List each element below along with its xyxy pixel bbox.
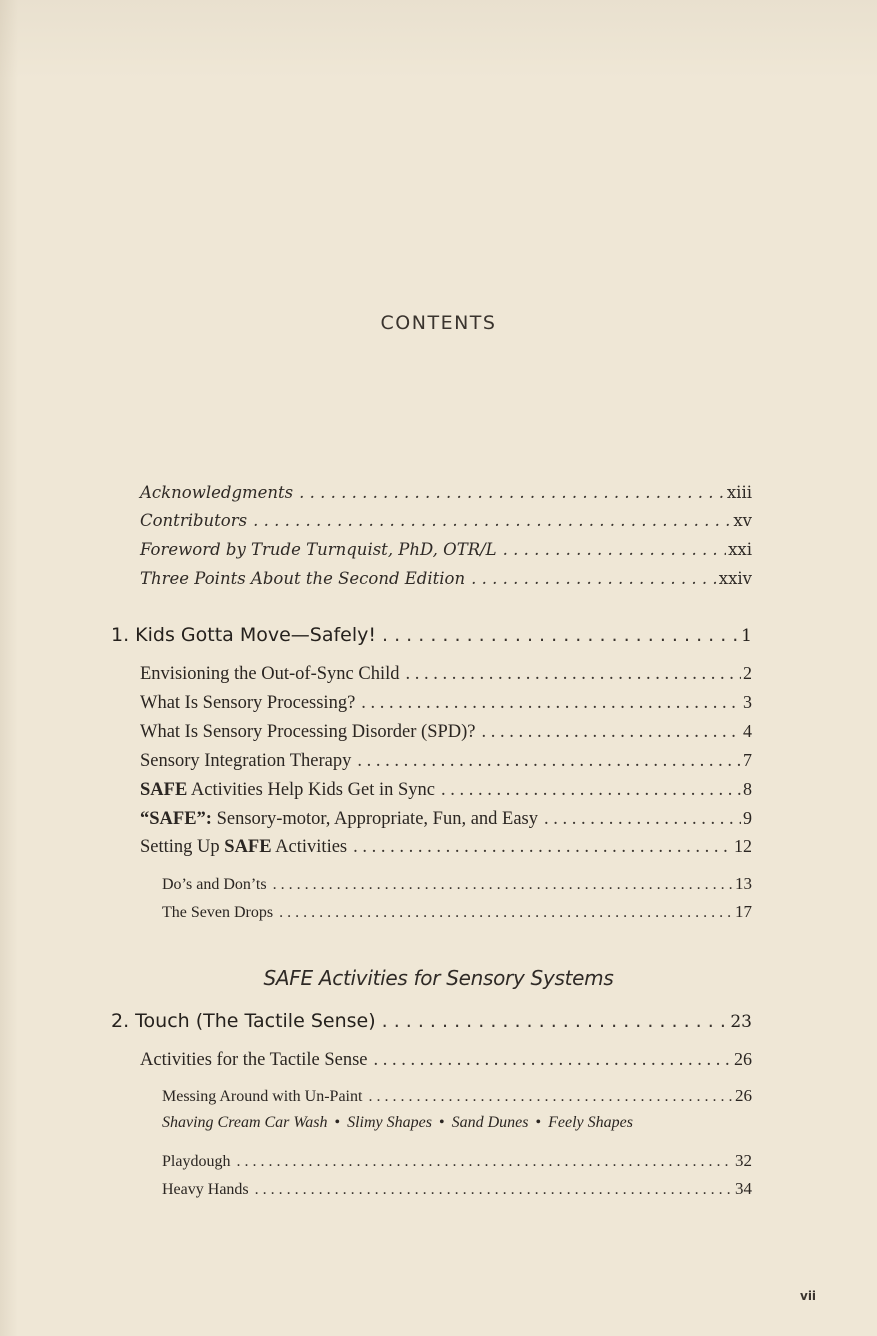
leader-dots (482, 722, 741, 743)
toc-chapter-1[interactable] (111, 624, 752, 646)
label-pre: Setting Up (140, 837, 225, 857)
leader-dots (299, 483, 725, 502)
label-rest: Activities Help Kids Get in Sync (187, 780, 435, 800)
toc-section-sensory-processing[interactable] (140, 692, 752, 714)
toc-section-page: 26 (734, 1049, 752, 1069)
activity-list (162, 1114, 752, 1132)
leader-dots (374, 1050, 733, 1071)
toc-subsection-label: Heavy Hands (162, 1181, 249, 1198)
toc-entry-three-points[interactable] (140, 569, 752, 588)
leader-dots (503, 540, 726, 559)
toc-section-label: Envisioning the Out-of-Sync Child (140, 664, 400, 684)
activity-item[interactable]: Feely Shapes (548, 1114, 633, 1131)
toc-chapter-page: 1 (741, 626, 752, 646)
toc-chapter-label: 1. Kids Gotta Move—Safely! (111, 624, 377, 646)
leader-dots (471, 569, 717, 588)
part-heading: SAFE Activities for Sensory Systems (263, 966, 614, 990)
leader-dots (544, 809, 741, 830)
leader-dots (382, 1010, 729, 1032)
toc-entry-page: xxi (728, 540, 752, 559)
leader-dots (253, 511, 731, 530)
toc-entry-label: Three Points About the Second Edition (140, 569, 466, 588)
toc-section-label: What Is Sensory Processing? (140, 693, 356, 713)
leader-dots (353, 837, 732, 858)
leader-dots (255, 1181, 733, 1199)
label-bold: SAFE (140, 780, 188, 800)
label-rest: Sensory-motor, Appropriate, Fun, and Easy (211, 809, 538, 829)
toc-subsection-label: Do’s and Don’ts (162, 876, 267, 893)
toc-subsection-page: 13 (735, 874, 752, 893)
toc-chapter-label: 2. Touch (The Tactile Sense) (111, 1010, 376, 1032)
toc-section-label (140, 780, 435, 801)
toc-section-envisioning[interactable] (140, 663, 752, 685)
toc-section-page: 7 (743, 750, 752, 770)
toc-subsection-page: 26 (735, 1086, 752, 1105)
toc-subsection-label: Messing Around with Un-Paint (162, 1088, 363, 1105)
toc-section-page: 9 (743, 808, 752, 828)
toc-section-label: Activities for the Tactile Sense (140, 1050, 368, 1070)
toc-subsection-playdough[interactable] (162, 1151, 752, 1171)
page-number: vii (800, 1289, 817, 1303)
toc-subsection-un-paint[interactable] (162, 1086, 752, 1106)
toc-section-label: What Is Sensory Processing Disorder (SPD)? (140, 722, 476, 742)
leader-dots (382, 624, 739, 646)
leader-dots (357, 751, 741, 772)
activity-item[interactable]: Sand Dunes (451, 1114, 529, 1131)
leader-dots (279, 904, 733, 922)
toc-chapter-2[interactable] (111, 1010, 752, 1032)
toc-section-page: 3 (743, 692, 752, 712)
toc-section-page: 12 (734, 836, 752, 856)
bullet-separator: • (535, 1114, 542, 1131)
toc-entry-label: Contributors (140, 511, 248, 530)
toc-section-tactile-activities[interactable] (140, 1049, 752, 1071)
toc-entry-page: xv (733, 511, 752, 530)
toc-entry-page: xiii (726, 483, 752, 502)
leader-dots (441, 780, 741, 801)
toc-section-setting-up[interactable] (140, 836, 752, 858)
toc-subsection-page: 34 (735, 1179, 752, 1198)
toc-section-safe-definition[interactable] (140, 808, 752, 830)
bullet-separator: • (438, 1114, 445, 1131)
activity-item[interactable]: Shaving Cream Car Wash (162, 1114, 328, 1131)
toc-section-label (140, 837, 347, 858)
bullet-separator: • (334, 1114, 341, 1131)
toc-subsection-label: The Seven Drops (162, 904, 274, 921)
leader-dots (406, 664, 742, 685)
toc-subsection-dos-donts[interactable] (162, 874, 752, 894)
toc-chapter-page: 23 (730, 1012, 752, 1032)
toc-entry-page: xxiv (718, 569, 752, 588)
toc-section-label (140, 809, 538, 830)
toc-entry-foreword[interactable] (140, 540, 752, 559)
label-bold: SAFE (224, 837, 272, 857)
toc-section-page: 8 (743, 779, 752, 799)
toc-subsection-page: 32 (735, 1151, 752, 1170)
toc-entry-acknowledgments[interactable] (140, 483, 752, 502)
toc-subsection-label: Playdough (162, 1153, 231, 1170)
leader-dots (361, 693, 741, 714)
toc-section-page: 2 (743, 663, 752, 683)
toc-section-spd[interactable] (140, 721, 752, 743)
toc-subsection-page: 17 (735, 902, 752, 921)
toc-entry-label: Acknowledgments (140, 483, 294, 502)
leader-dots (236, 1153, 733, 1171)
label-rest: Activities (271, 837, 348, 857)
toc-section-integration-therapy[interactable] (140, 750, 752, 772)
leader-dots (368, 1088, 733, 1106)
label-bold: “SAFE”: (140, 809, 212, 829)
page-title: CONTENTS (380, 312, 497, 334)
activity-item[interactable]: Slimy Shapes (347, 1114, 432, 1131)
toc-section-page: 4 (743, 721, 752, 741)
toc-entry-contributors[interactable] (140, 511, 752, 530)
toc-subsection-seven-drops[interactable] (162, 902, 752, 922)
toc-section-safe-activities-help[interactable] (140, 779, 752, 801)
toc-section-label: Sensory Integration Therapy (140, 751, 352, 771)
toc-subsection-heavy-hands[interactable] (162, 1179, 752, 1199)
leader-dots (273, 876, 733, 894)
toc-entry-label: Foreword by Trude Turnquist, PhD, OTR/L (140, 540, 497, 559)
